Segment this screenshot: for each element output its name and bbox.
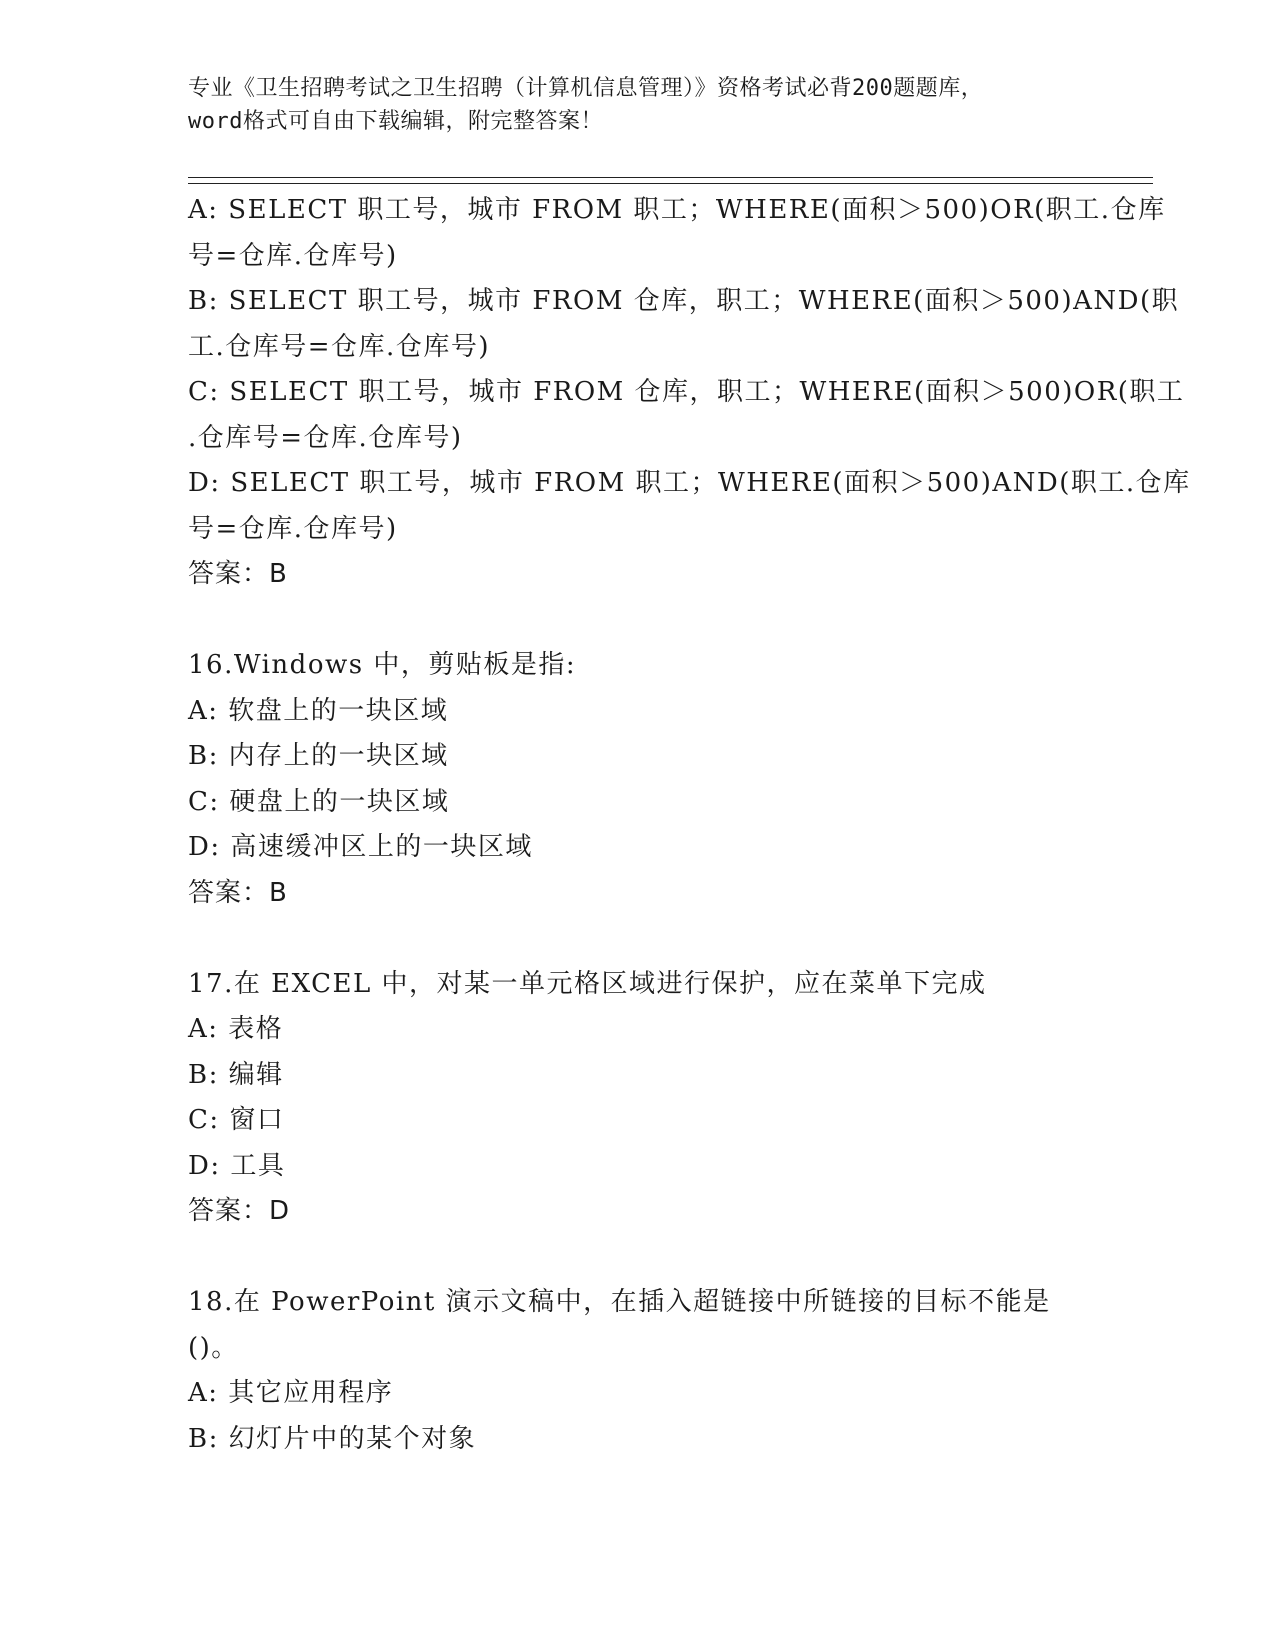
question-content: [188, 188, 1191, 1462]
header-divider-bottom: [188, 183, 1153, 184]
q18-option-b: B: 幻灯片中的某个对象: [188, 1423, 477, 1454]
q15-option-a-line-1: A: SELECT 职工号，城市 FROM 职工；WHERE(面积＞500)OR(职工.仓库: [188, 195, 1166, 225]
q16-answer: 答案：B: [188, 877, 288, 908]
q18-option-a: A: 其它应用程序: [188, 1378, 394, 1408]
q15-answer: 答案：B: [188, 559, 288, 589]
q17-option-d: D: 工具: [188, 1150, 286, 1181]
q15-option-d-line-1: D: SELECT 职工号，城市 FROM 职工；WHERE(面积＞500)AND(职工.仓库: [188, 468, 1191, 498]
q17-question: 17.在 EXCEL 中，对某一单元格区域进行保护，应在菜单下完成: [188, 968, 987, 999]
spacer: [188, 1235, 1088, 1281]
q15-option-a-line-2: 号=仓库.仓库号): [188, 240, 398, 271]
q15-option-d-line-2: 号=仓库.仓库号): [188, 513, 398, 544]
document-header: [188, 72, 1088, 138]
q15-option-b-line-1: B: SELECT 职工号，城市 FROM 仓库，职工；WHERE(面积＞500)AND(职: [188, 286, 1180, 316]
header-title-line-1: 专业《卫生招聘考试之卫生招聘（计算机信息管理）》资格考试必背200题题库，: [188, 76, 984, 101]
q15-option-c-line-2: .仓库号=仓库.仓库号): [188, 422, 463, 453]
q17-option-c: C: 窗口: [188, 1105, 285, 1135]
q16-option-d: D: 高速缓冲区上的一块区域: [188, 832, 533, 862]
q15-option-b-line-2: 工.仓库号=仓库.仓库号): [188, 331, 490, 362]
header-title-line-2: word格式可自由下载编辑，附完整答案！: [188, 109, 603, 134]
header-divider-top: [188, 177, 1153, 178]
spacer: [188, 598, 1088, 644]
spacer: [188, 916, 1088, 962]
q17-answer: 答案：D: [188, 1196, 291, 1226]
q15-option-c-line-1: C: SELECT 职工号，城市 FROM 仓库，职工；WHERE(面积＞500)OR(职工: [188, 377, 1185, 407]
q16-option-a: A: 软盘上的一块区域: [188, 695, 449, 726]
q16-question: 16.Windows 中，剪贴板是指:: [188, 650, 577, 680]
q18-question-line-2: ()。: [188, 1332, 239, 1363]
q16-option-c: C: 硬盘上的一块区域: [188, 786, 450, 817]
q17-option-a: A: 表格: [188, 1014, 284, 1044]
q17-option-b: B: 编辑: [188, 1059, 284, 1090]
q18-question-line-1: 18.在 PowerPoint 演示文稿中，在插入超链接中所链接的目标不能是: [188, 1287, 1051, 1317]
q16-option-b: B: 内存上的一块区域: [188, 741, 449, 771]
